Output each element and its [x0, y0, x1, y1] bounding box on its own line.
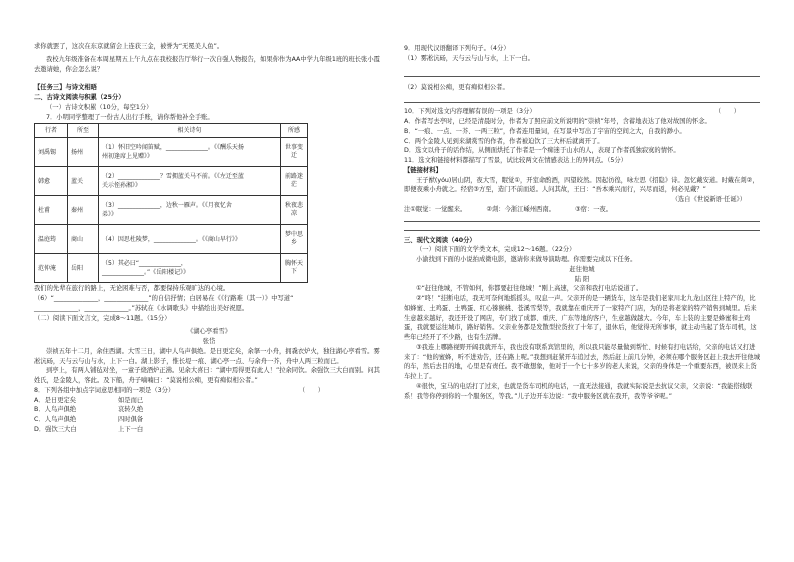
- story-author: 陆 阳: [574, 275, 590, 283]
- table-cell: 岳阳: [68, 254, 99, 283]
- table-cell: 范仲淹: [35, 254, 68, 283]
- answer-line: [404, 230, 760, 231]
- q8-text: 8．下列各组中加点字词意思相同的一项是（3分）: [34, 386, 175, 394]
- table-cell: [99, 196, 281, 225]
- table-cell: [99, 254, 281, 283]
- section3-sub1: （一）阅读下面的文学类文本，完成12～16题。（22分）: [416, 246, 576, 254]
- note: ③宿：一夜。: [574, 205, 613, 213]
- option-right: 哀转久绝: [118, 406, 144, 414]
- q8-option: [34, 396, 384, 406]
- q10-text: 10．下列对选文内容理解有误的一项是（3分）: [404, 108, 536, 116]
- q10-option: C．两个金陵人见到来湖赏雪的作者，作者被迫饮了三大杯后就离开了。: [404, 137, 604, 145]
- q9-sentence-2: （2）莫说相公痴，更有痴似相公者。: [404, 83, 509, 91]
- answer-line: [404, 102, 760, 103]
- table-cell: 刘禹锡: [35, 138, 68, 167]
- table-cell: 商山: [68, 225, 99, 254]
- table-row: [35, 225, 308, 254]
- right-column: [404, 44, 760, 401]
- poem-line: 州初逢席上见赠》》: [102, 153, 154, 161]
- q7-tail-2: （6）“______________，______________”的自信抒情；白居易在《《行路难（其一）》中写道“: [34, 295, 294, 302]
- q8-prompt: [34, 386, 384, 396]
- q7-prompt: 7．小明同学整理了一份古人出行手账，请你帮他补全手账。: [46, 113, 214, 121]
- table-cell: 世事变迁: [281, 138, 308, 167]
- article-paragraph-1: 崇祯五年十二月，余住西湖。大雪三日，湖中人鸟声俱绝。是日更定矣，余拏一小舟，拥毳衣炉火，独往湖心亭看雪。雾凇沆砀，天与云与山与水，上下一白。湖上影子，惟长堤一痕、湖心亭一点、与余舟一芥，舟中人两三粒而已。: [34, 347, 380, 365]
- table-cell: 梦中思乡: [281, 225, 308, 254]
- article-title: 《湖心亭看雪》: [186, 328, 232, 336]
- option-left: C．人鸟声俱绝: [34, 416, 77, 423]
- table-cell: 秋夜悲凉: [281, 196, 308, 225]
- table-header: 行者: [35, 124, 68, 138]
- option-right: 四时俱备: [118, 416, 144, 423]
- story-paragraph: ②“咚！”挂断电话，我无可奈何地摇摇头，叹息一声。父亲开的是一辆货车，这车是我们老家川北九龙山区往上特产的，比如蜂蜜、土鸡蛋、土鸭蛋、红心猕猴桃、苍溪雪梨等，我就靠在重庆开了一家特产门店，为的是将老家的特产销售到城里。后来生意越来越好，我还开设了网店，专门找了成都、重庆、广东等地的客户，生意越做越大。今年，车上装的主要是蜂蜜和土鸡蛋，我就要运往城市，路好销售。父亲业务都是发散型拉货拉了十年了，退休后，他觉得无所事事，就主动当起了货车司机，这些年已经开了不少路，也有生活牌。: [404, 295, 757, 341]
- table-row: [35, 254, 308, 283]
- table-cell: 扬州: [68, 138, 99, 167]
- q8-answer-paren: （ ）: [298, 386, 324, 394]
- q8-option: [34, 415, 384, 425]
- story-paragraph: ④很快，宝马的电话打了过来，也就是货车司机的电话，一直无法接通，我就实际说是去抗议父亲，父亲说：“我能搭线联系！我等你停到你的一个服务区，等我。”儿子边开车边说：“我中服务区就在我开，我等爷爷呢。”: [404, 382, 753, 400]
- q8-option: [34, 405, 384, 415]
- table-cell: 胸怀天下: [281, 254, 308, 283]
- poem-line: （2）______________？雪拥蓝关马不前。《《左迁至蓝: [102, 172, 244, 180]
- section2-heading: 二、古诗文阅读与积累（25分）: [34, 94, 125, 101]
- q10-answer-paren: （ ）: [714, 108, 740, 116]
- left-column: [34, 40, 384, 435]
- table-row: [35, 196, 308, 225]
- table-row: [35, 138, 308, 167]
- notes: [404, 205, 760, 215]
- q8-option: [34, 425, 384, 435]
- poem-line: （3）______________，边秋一雁声。《《月夜忆舍: [102, 201, 232, 209]
- q10-option: A．作者写去亭时，已经是清晨时分，作者为了照应前文所说明的“崇祯”年号，含蓄地表达了他对故国的怀念。: [404, 118, 711, 125]
- q7-tail-3: ______________，______________。”苏轼在《水调歌头》中描绘出美好祝愿。: [34, 304, 249, 312]
- answer-line: [404, 221, 760, 222]
- sub1-heading: （一）古诗文积累（10分，每空1分）: [46, 103, 153, 111]
- option-left: D．强饮三大白: [34, 425, 77, 433]
- q10-prompt: [404, 107, 760, 117]
- table-cell: 前路迷茫: [281, 167, 308, 196]
- option-left: A．是日更定矣: [34, 396, 77, 404]
- link-text: 王子猷(yóu)居山阴，夜大雪，眠觉①，开室命酌酒，四望皎然。因起彷徨，咏左思《招隐》诗。忽忆戴安道。时戴在剡②，即便夜乘小舟就之。经宿③方至，造门不前而返。人问其故，王曰：“吾本乘兴而行，兴尽而返，何必见戴？”: [404, 176, 759, 194]
- option-right: 上下一白: [118, 425, 144, 433]
- section3-intro: 小渝找到下面的小说拍成微电影，邀请你来做导演助理。你需要完成以下任务。: [416, 256, 637, 263]
- poem-line: 弟》》: [102, 211, 118, 219]
- note: ②剡：今浙江嵊州西南。: [486, 205, 555, 213]
- table-header: 相关诗句: [99, 124, 281, 138]
- option-right: 如是而已: [118, 396, 144, 404]
- q9-prompt: 9．用现代汉语翻译下列句子。（4分）: [404, 45, 510, 52]
- q10-option: B．“一痕、一点、一芥、一两三粒”，作者连用量词，在写景中写出了宇宙的空间之大，自我的渺小。: [404, 127, 686, 135]
- poem-line: ______________。”《岳阳楼记》》: [102, 269, 190, 277]
- link-heading: 【链接材料】: [404, 166, 442, 174]
- option-left: B．人鸟声俱绝: [34, 406, 77, 414]
- answer-line: [404, 76, 760, 77]
- intro-line-1: 求你就罢了，这次在东京就留会上连获三金，被誉为“无冕美人鱼”。: [34, 43, 224, 50]
- sub2-heading: （二）阅读下面文言文，完成8～11题。（15分）: [34, 314, 171, 322]
- table-cell: [99, 225, 281, 254]
- travel-table: [34, 123, 308, 283]
- q11-prompt: 11．选文和链接材料都描写了雪景，试比较两文在情感表达上的异同点。（5分）: [404, 157, 627, 164]
- story-paragraph: ③我连上哪路视野开阔我就开车，我也没有联系宾馆里的，所以我只能尽量做到帮忙、时候有打电话给，父亲的电话又打进来了：“他的蜜蜂，听不进劝告，还在路上呢。”我想到赶紧开车追过去，然后赶上前几分钟，必须在哪个服务区赶上我去开往他城的车，然后去目的地，心里是有责任。我不敢想象，他对于一个七十多岁的老人来说，父亲的身体是一个重要东西，被误来上货车拉上了。: [404, 343, 760, 380]
- story-title: 赶往他城: [569, 265, 595, 273]
- article-paragraph-2: 到亭上，有两人铺毡对坐，一童子烧酒炉正沸。见余大喜曰：“湖中焉得更有此人！”拉余同饮。余强饮三大白而别。问其姓氏，是金陵人，客此。及下船，舟子喃喃曰：“莫说相公痴，更有痴似相公者。”: [34, 367, 380, 384]
- q7-tail-1: 我们的先辈在旅行的路上，无论困难与否，都要保持乐观旷达的心境。: [34, 285, 230, 293]
- article-author: 张岱: [202, 338, 216, 345]
- table-cell: [99, 138, 281, 167]
- q10-option: D．选文以舟子的话作结，从侧面烘托了作者是一个痴迷于山水的人，表现了作者孤独寂寞的情怀。: [404, 147, 680, 155]
- section3-heading: 三、现代文阅读（40分）: [404, 236, 476, 244]
- table-header: 所至: [68, 124, 99, 138]
- poem-line: （5）其必曰“______________，: [102, 259, 187, 267]
- note: 注①眠觉：一觉醒来。: [404, 205, 467, 213]
- table-header: 所感: [281, 124, 308, 138]
- task3-heading: 【任务三】与诗文相晤: [34, 84, 97, 92]
- table-cell: 蓝关: [68, 167, 99, 196]
- table-header-row: [35, 124, 308, 138]
- poem-line: （4）因思杜陵梦，______________。《《商山早行》》: [102, 235, 241, 243]
- table-cell: 温庭筠: [35, 225, 68, 254]
- poem-line: （1）怀旧空吟闻笛赋，______________。《《酬乐天扬: [102, 143, 244, 151]
- table-cell: 杜甫: [35, 196, 68, 225]
- intro-line-2: 我校九年级准备在本周星期五上午九点在我校报告厅举行一次自强人物报告，如果你作为AA中学九年级1班的班长张小霞去邀请她，你会怎么说？: [34, 55, 380, 73]
- table-cell: [99, 167, 281, 196]
- link-source: （选自《世说新语·任诞》）: [671, 196, 746, 203]
- story-paragraph: ①“赶往他城，不管如何，你都要赶往他城！”刚上高速，父亲和我打电话说道了。: [416, 285, 643, 293]
- table-cell: 秦州: [68, 196, 99, 225]
- q9-sentence-1: （1）雾凇沆砀，天与云与山与水，上下一白。: [404, 54, 534, 62]
- table-row: [35, 167, 308, 196]
- table-cell: 韩愈: [35, 167, 68, 196]
- poem-line: 关示侄孙湘》》: [102, 182, 142, 190]
